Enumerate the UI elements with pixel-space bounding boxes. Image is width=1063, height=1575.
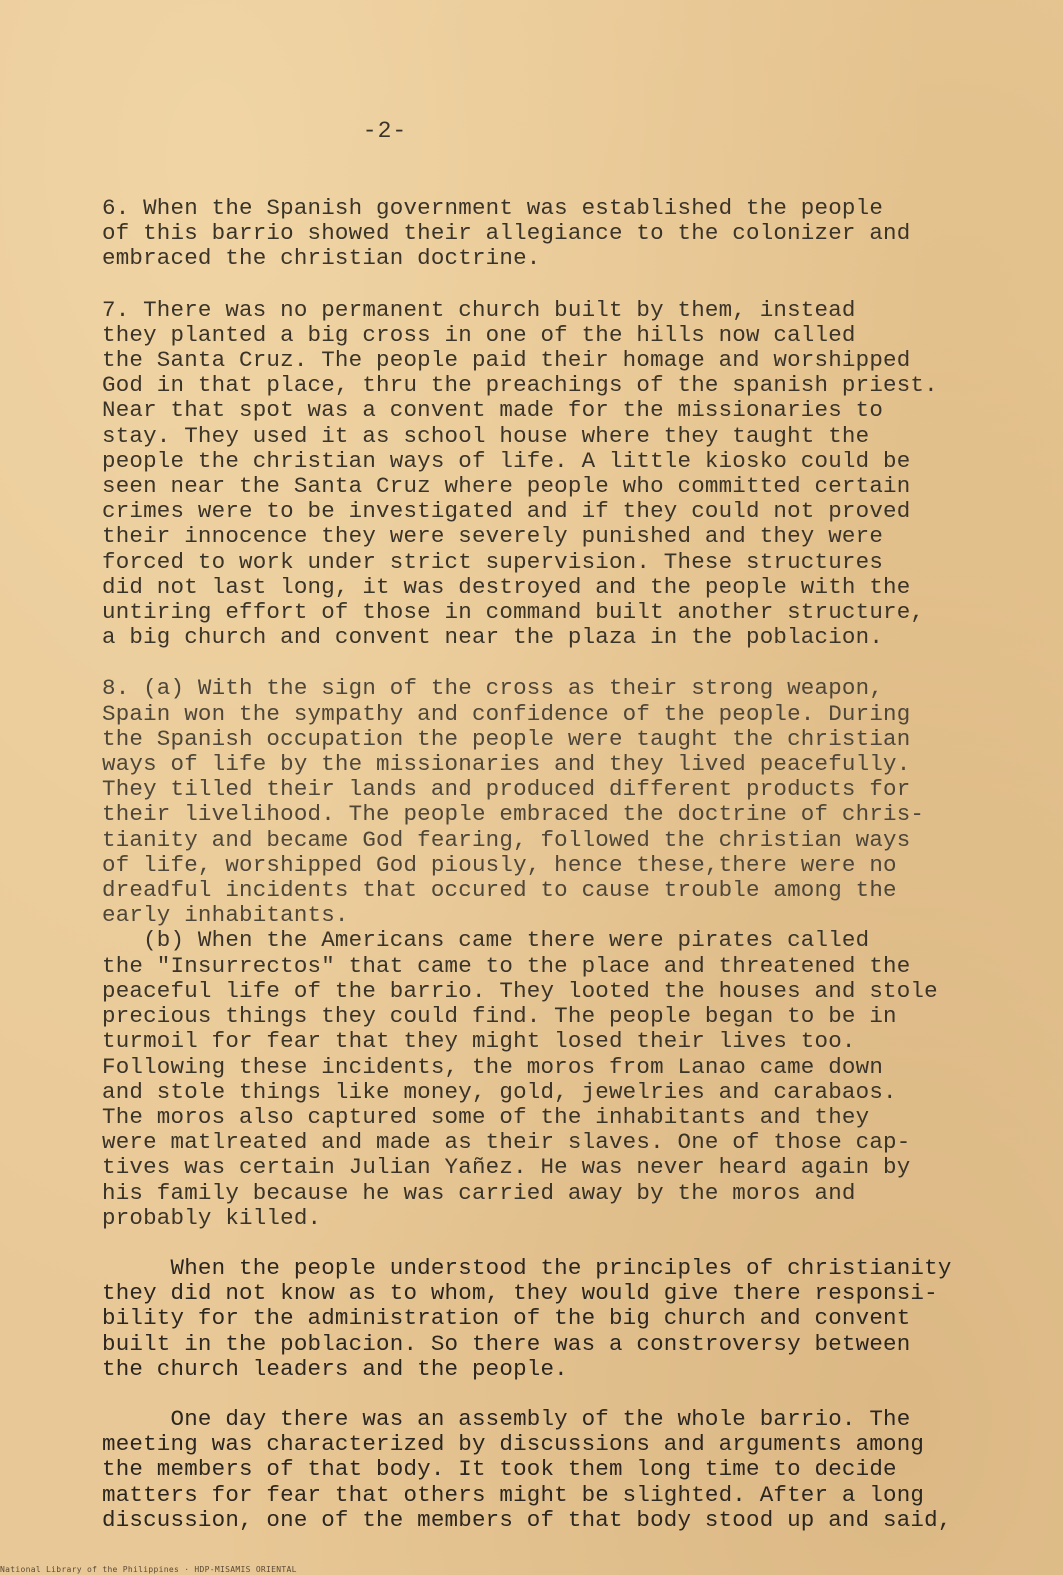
text-line: dreadful incidents that occured to cause trouble among the (102, 877, 897, 904)
text-line: stay. They used it as school house where they taught the (102, 422, 870, 449)
text-line: untiring effort of those in command built another structure, (102, 599, 925, 626)
text-line: ways of life by the missionaries and they lived peacefully. (102, 751, 911, 778)
text-line: peaceful life of the barrio. They looted the houses and stole (102, 977, 938, 1004)
text-line: people the christian ways of life. A little kiosko could be (102, 447, 911, 474)
text-line: When the people understood the principles of christianity (102, 1254, 952, 1281)
paragraph-7 (102, 298, 1022, 651)
text-line: forced to work under strict supervision. These structures (102, 548, 884, 575)
text-line: they planted a big cross in one of the hills now called (102, 321, 856, 348)
paragraph-8a (102, 676, 1022, 928)
text-line: seen near the Santa Cruz where people who committed certain (102, 473, 911, 500)
text-line: and stole things like money, gold, jewelries and carabaos. (102, 1078, 897, 1105)
paragraph-10 (102, 1407, 1022, 1533)
text-line: matters for fear that others might be slighted. After a long (102, 1481, 925, 1508)
text-line: of this barrio showed their allegiance to the colonizer and (102, 220, 911, 247)
text-line: 6. When the Spanish government was established the people (102, 195, 884, 221)
text-line: Spain won the sympathy and confidence of the people. During (102, 700, 911, 727)
text-line: probably killed. (102, 1204, 322, 1231)
text-line: tianity and became God fearing, followed the christian ways (102, 826, 911, 853)
text-line: precious things they could find. The people began to be in (102, 1003, 897, 1030)
text-line: Following these incidents, the moros from Lanao came down (102, 1053, 884, 1080)
text-line: 8. (a) With the sign of the cross as their strong weapon, (102, 675, 884, 702)
text-line: bility for the administration of the big church and convent (102, 1305, 911, 1332)
text-line: early inhabitants. (102, 902, 349, 929)
text-line: of life, worshipped God piously, hence these,there were no (102, 851, 897, 878)
text-line: embraced the christian doctrine. (102, 245, 541, 272)
text-line: the church leaders and the people. (102, 1355, 568, 1382)
text-line: built in the poblacion. So there was a constroversy between (102, 1330, 911, 1357)
document-body (102, 196, 1022, 1533)
text-line: their livelihood. The people embraced the doctrine of chris- (102, 801, 925, 828)
text-line: 7. There was no permanent church built by them, instead (102, 296, 856, 323)
text-line: turmoil for fear that they might losed their lives too. (102, 1028, 856, 1055)
paragraph-6 (102, 196, 1022, 272)
text-line: discussion, one of the members of that body stood up and said, (102, 1506, 952, 1533)
text-line: his family because he was carried away by the moros and (102, 1179, 856, 1206)
text-line: the "Insurrectos" that came to the place and threatened the (102, 952, 911, 979)
paragraph-9 (102, 1256, 1022, 1382)
text-line: The moros also captured some of the inhabitants and they (102, 1103, 870, 1130)
text-line: God in that place, thru the preachings of the spanish priest. (102, 372, 938, 399)
text-line: were matlreated and made as their slaves. One of those cap- (102, 1129, 911, 1156)
text-line: their innocence they were severely punished and they were (102, 523, 884, 550)
scan-footer: National Library of the Philippines · HDP-MISAMIS ORIENTAL (0, 1565, 297, 1574)
text-line: crimes were to be investigated and if they could not proved (102, 498, 911, 525)
text-line: did not last long, it was destroyed and the people with the (102, 573, 911, 600)
text-line: a big church and convent near the plaza in the poblacion. (102, 624, 884, 651)
text-line: They tilled their lands and produced different products for (102, 776, 911, 803)
page-number: -2- (362, 118, 408, 144)
text-line: meeting was characterized by discussions and arguments among (102, 1431, 925, 1458)
text-line: tives was certain Julian Yañez. He was never heard again by (102, 1154, 911, 1181)
text-line: they did not know as to whom, they would give there responsi- (102, 1280, 938, 1307)
text-line: Near that spot was a convent made for the missionaries to (102, 397, 884, 424)
text-line: (b) When the Americans came there were pirates called (102, 927, 870, 954)
text-line: the members of that body. It took them long time to decide (102, 1456, 897, 1483)
text-line: the Santa Cruz. The people paid their homage and worshipped (102, 347, 911, 374)
text-line: One day there was an assembly of the whole barrio. The (102, 1405, 911, 1432)
paragraph-8b (102, 928, 1022, 1230)
text-line: the Spanish occupation the people were taught the christian (102, 725, 911, 752)
